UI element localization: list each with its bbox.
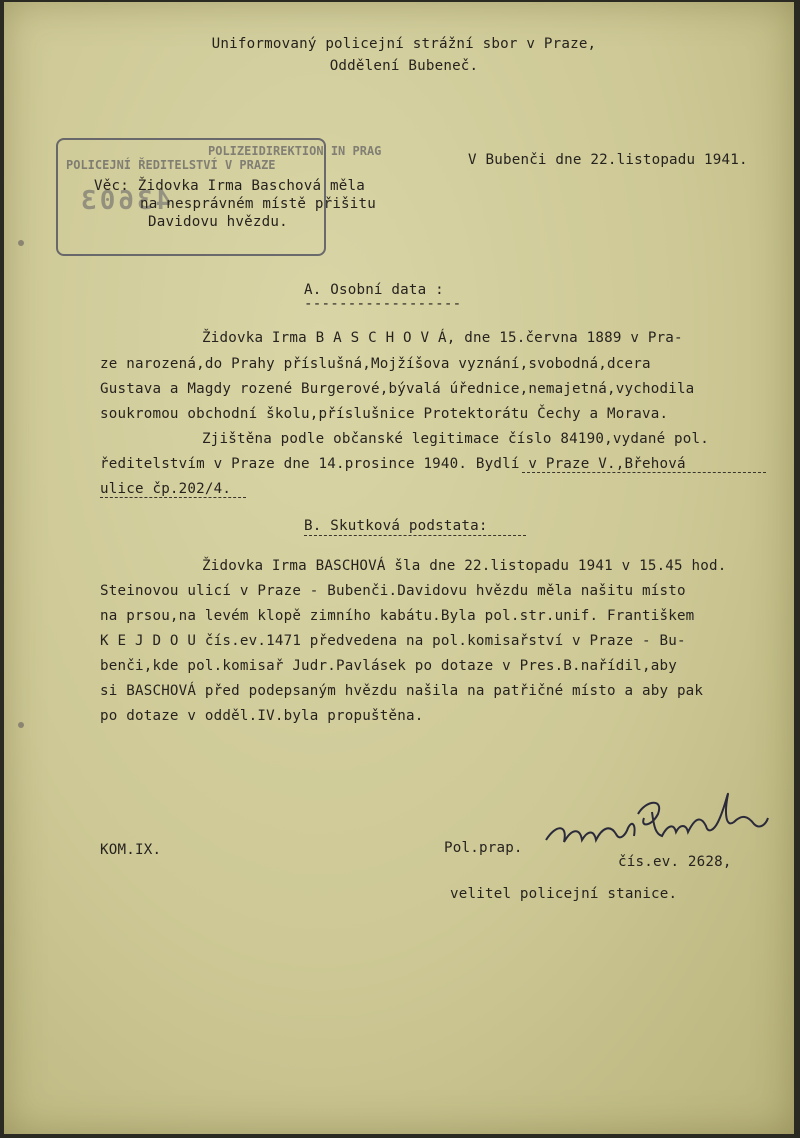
stamp-line-1: POLIZEIDIREKTION IN PRAG [208, 144, 382, 158]
section-a-title: A. Osobní data : [304, 282, 444, 298]
address-underline [522, 472, 766, 473]
section-a-line: Gustava a Magdy rozené Burgerové,bývalá úřednice,nemajetná,vychodila [100, 381, 695, 397]
place-date: V Bubenči dne 22.listopadu 1941. [468, 152, 748, 168]
section-a-line: Zjištěna podle občanské legitimace číslo 84190,vydané pol. [202, 431, 710, 447]
signatory-number: čís.ev. 2628, [618, 854, 732, 870]
section-b-title: B. Skutková podstata: [304, 518, 488, 534]
subject-line-1: Věc: Židovka Irma Baschová měla [94, 178, 365, 194]
section-b-line: Židovka Irma BASCHOVÁ šla dne 22.listopadu 1941 v 15.45 hod. [202, 558, 727, 574]
section-b-underline [304, 535, 526, 536]
punch-hole [18, 722, 24, 728]
document-page [4, 2, 794, 1134]
stamp-number: 43603 [78, 186, 172, 216]
section-a-line: ze narozená,do Prahy příslušná,Mojžíšova vyznání,svobodná,dcera [100, 356, 651, 372]
section-b-line: na prsou,na levém klopě zimního kabátu.Byla pol.str.unif. Františkem [100, 608, 695, 624]
section-b-line: benči,kde pol.komisař Judr.Pavlásek po dotaze v Pres.B.nařídil,aby [100, 658, 677, 674]
address-underline [100, 497, 246, 498]
section-a-line: Židovka Irma B A S C H O V Á, dne 15.června 1889 v Pra- [202, 330, 683, 346]
section-b-line: si BASCHOVÁ před podepsaným hvězdu našila na patřičné místo a aby pak [100, 683, 704, 699]
section-a-line: ředitelstvím v Praze dne 14.prosince 1940. Bydlí v Praze V.,Břehová [100, 456, 686, 472]
handwritten-signature [542, 784, 772, 854]
signatory-rank: Pol.prap. [444, 840, 523, 856]
section-b-line: po dotaze v odděl.IV.byla propuštěna. [100, 708, 424, 724]
section-a-line: ulice čp.202/4. [100, 481, 232, 497]
stamp-line-2: POLICEJNÍ ŘEDITELSTVÍ V PRAZE [66, 158, 276, 172]
subject-line-2: na nesprávném místě přišitu [140, 196, 377, 212]
reference-code: KOM.IX. [100, 842, 162, 858]
section-b-line: Steinovou ulicí v Praze - Bubenči.Davidovu hvězdu měla našitu místo [100, 583, 686, 599]
section-a-line: soukromou obchodní školu,příslušnice Protektorátu Čechy a Morava. [100, 406, 669, 422]
section-b-line: K E J D O U čís.ev.1471 předvedena na pol.komisařství v Praze - Bu- [100, 633, 686, 649]
punch-hole [18, 240, 24, 246]
subject-line-3: Davidovu hvězdu. [148, 214, 288, 230]
signatory-role: velitel policejní stanice. [450, 886, 678, 902]
header-line-1: Uniformovaný policejní strážní sbor v Praze, [211, 36, 597, 52]
header-line-2: Oddělení Bubeneč. [329, 58, 479, 74]
section-a-underline: ------------------ [304, 296, 462, 312]
